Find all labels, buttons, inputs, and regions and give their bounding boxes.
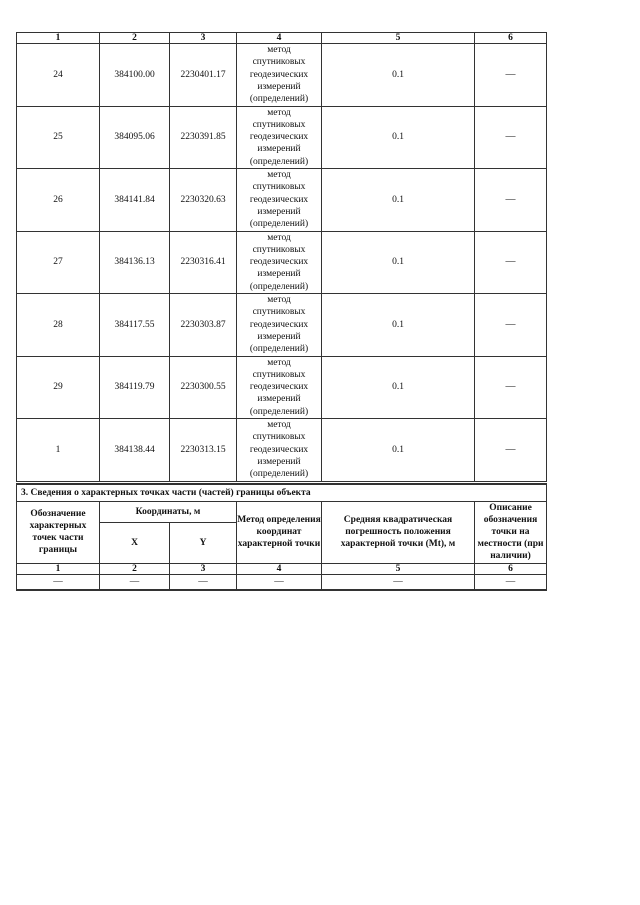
method-line: геодезических [249, 257, 309, 268]
column-number: 5 [322, 33, 475, 44]
method-line: метод [267, 420, 291, 431]
method-line: метод [267, 357, 291, 368]
method-line: метод [267, 45, 291, 56]
method-line: спутниковых [252, 182, 306, 193]
description-cell: — [475, 44, 547, 107]
description-cell: — [475, 574, 547, 590]
method-line: спутниковых [252, 432, 306, 443]
point-id-cell: 26 [17, 169, 100, 232]
method-line: метод [267, 295, 291, 306]
table-row [17, 294, 547, 357]
column-number: 4 [237, 563, 322, 574]
method-header: Метод определения координат характерной точки [237, 501, 322, 563]
description-cell: — [475, 419, 547, 482]
method-line: геодезических [249, 444, 309, 455]
method-cell [237, 294, 322, 357]
section3-number-row [17, 563, 547, 574]
x-coordinate-cell: 384095.06 [100, 106, 170, 169]
section3-data-row [17, 574, 547, 590]
x-coordinate-cell: 384100.00 [100, 44, 170, 107]
method-cell [237, 419, 322, 482]
y-coordinate-cell: 2230316.41 [170, 231, 237, 294]
point-id-cell: 1 [17, 419, 100, 482]
method-line: (определений) [249, 281, 309, 292]
method-line: (определений) [249, 156, 309, 167]
method-line: спутниковых [252, 244, 306, 255]
x-cell: — [100, 574, 170, 590]
method-cell [237, 169, 322, 232]
description-cell: — [475, 231, 547, 294]
table-row [17, 106, 547, 169]
section3-title: 3. Сведения о характерных точках части (частей) границы объекта [17, 484, 547, 502]
method-line: (определений) [249, 344, 309, 355]
designation-cell: — [17, 574, 100, 590]
method-cell [237, 231, 322, 294]
error-cell: 0.1 [322, 106, 475, 169]
method-line: геодезических [249, 69, 309, 80]
y-coordinate-cell: 2230401.17 [170, 44, 237, 107]
method-line: измерений [257, 81, 301, 92]
method-line: спутниковых [252, 119, 306, 130]
method-cell: — [237, 574, 322, 590]
method-line: метод [267, 232, 291, 243]
y-coordinate-cell: 2230391.85 [170, 106, 237, 169]
table-row [17, 419, 547, 482]
x-coordinate-cell: 384117.55 [100, 294, 170, 357]
y-coordinate-cell: 2230300.55 [170, 356, 237, 419]
description-cell: — [475, 356, 547, 419]
method-line: (определений) [249, 406, 309, 417]
method-line: метод [267, 170, 291, 181]
error-cell: 0.1 [322, 169, 475, 232]
column-number: 6 [475, 563, 547, 574]
method-line: спутниковых [252, 307, 306, 318]
method-line: спутниковых [252, 369, 306, 380]
description-cell: — [475, 106, 547, 169]
method-line: измерений [257, 269, 301, 280]
method-line: геодезических [249, 194, 309, 205]
table-row [17, 169, 547, 232]
column-number: 2 [100, 33, 170, 44]
column-number: 1 [17, 33, 100, 44]
document-sheet [16, 32, 546, 591]
designation-header: Обозначение характерных точек части границы [17, 501, 100, 563]
method-line: измерений [257, 206, 301, 217]
point-id-cell: 29 [17, 356, 100, 419]
table-row [17, 44, 547, 107]
column-number: 3 [170, 563, 237, 574]
section3-table [16, 483, 547, 591]
x-coordinate-cell: 384138.44 [100, 419, 170, 482]
method-line: спутниковых [252, 57, 306, 68]
y-cell: — [170, 574, 237, 590]
point-id-cell: 27 [17, 231, 100, 294]
error-cell: 0.1 [322, 356, 475, 419]
points-table [16, 32, 547, 482]
coordinates-header: Координаты, м [100, 501, 237, 522]
error-header: Средняя квадратическая погрешность положения характерной точки (Mt), м [322, 501, 475, 563]
y-header: Y [170, 522, 237, 563]
table-row [17, 231, 547, 294]
method-line: измерений [257, 394, 301, 405]
method-line: (определений) [249, 94, 309, 105]
method-cell [237, 106, 322, 169]
error-cell: 0.1 [322, 419, 475, 482]
column-number: 3 [170, 33, 237, 44]
description-cell: — [475, 294, 547, 357]
y-coordinate-cell: 2230320.63 [170, 169, 237, 232]
error-cell: 0.1 [322, 231, 475, 294]
column-number: 5 [322, 563, 475, 574]
description-cell: — [475, 169, 547, 232]
error-cell: 0.1 [322, 44, 475, 107]
method-line: измерений [257, 331, 301, 342]
method-line: (определений) [249, 219, 309, 230]
method-line: (определений) [249, 469, 309, 480]
column-number: 6 [475, 33, 547, 44]
description-header: Описание обозначения точки на местности (при наличии) [475, 501, 547, 563]
point-id-cell: 28 [17, 294, 100, 357]
y-coordinate-cell: 2230313.15 [170, 419, 237, 482]
point-id-cell: 24 [17, 44, 100, 107]
x-header: X [100, 522, 170, 563]
method-line: геодезических [249, 319, 309, 330]
column-number-row [17, 33, 547, 44]
column-number: 4 [237, 33, 322, 44]
method-cell [237, 44, 322, 107]
table-row [17, 356, 547, 419]
x-coordinate-cell: 384141.84 [100, 169, 170, 232]
x-coordinate-cell: 384136.13 [100, 231, 170, 294]
method-line: измерений [257, 144, 301, 155]
column-number: 2 [100, 563, 170, 574]
method-line: метод [267, 107, 291, 118]
y-coordinate-cell: 2230303.87 [170, 294, 237, 357]
method-line: измерений [257, 456, 301, 467]
column-number: 1 [17, 563, 100, 574]
point-id-cell: 25 [17, 106, 100, 169]
method-cell [237, 356, 322, 419]
x-coordinate-cell: 384119.79 [100, 356, 170, 419]
method-line: геодезических [249, 382, 309, 393]
error-cell: — [322, 574, 475, 590]
error-cell: 0.1 [322, 294, 475, 357]
method-line: геодезических [249, 132, 309, 143]
